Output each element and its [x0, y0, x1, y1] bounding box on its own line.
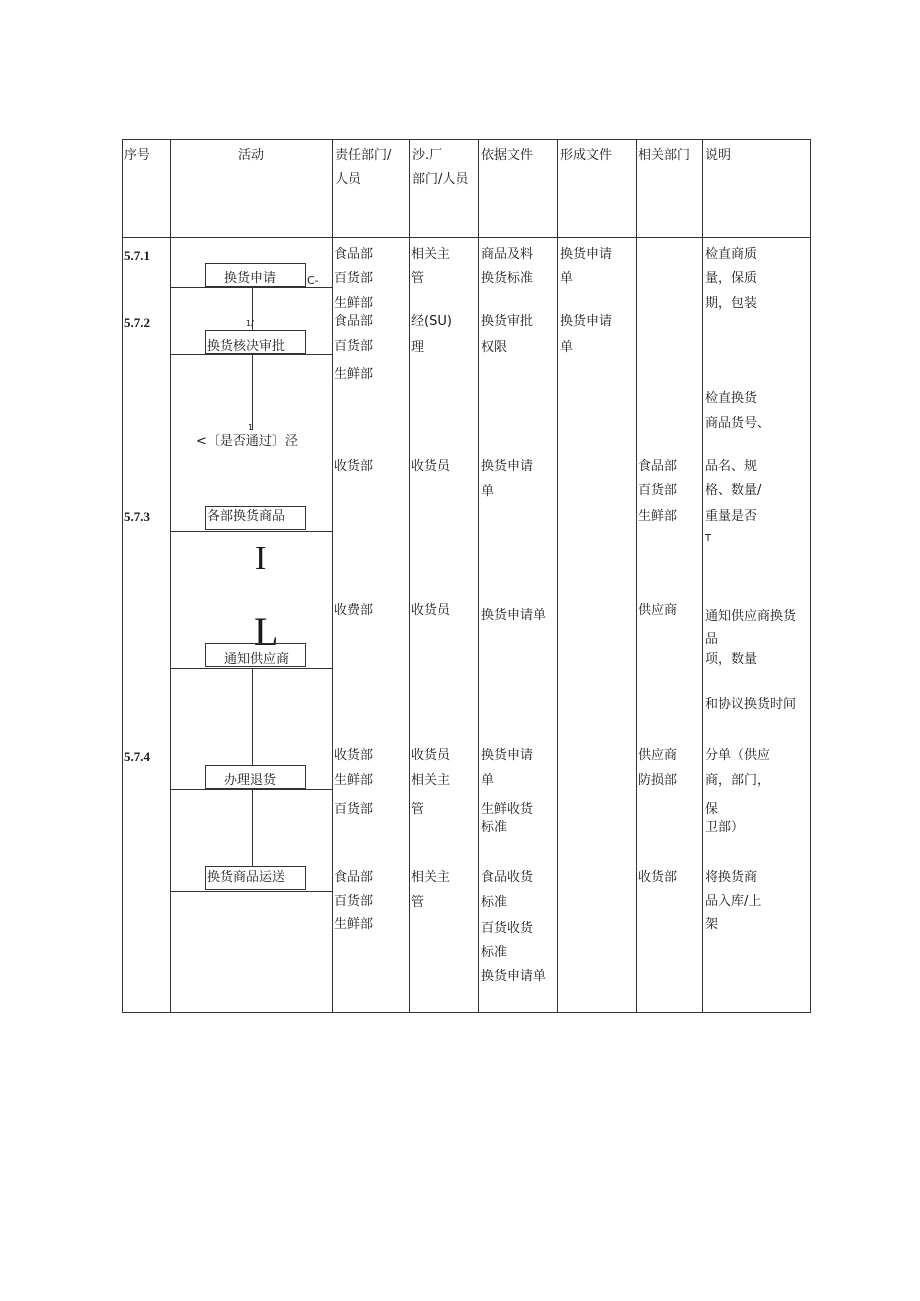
header-resp-line2: 人员: [335, 172, 362, 187]
header-output: 形成文件: [560, 148, 613, 163]
basis-cell-text: 换货审批: [481, 314, 534, 329]
resp-cell-text: 百货部: [334, 271, 374, 286]
flow-glyph-l: L: [254, 609, 279, 654]
output-cell-text: 单: [560, 340, 574, 355]
resp-cell-text: 生鲜部: [334, 917, 374, 932]
coop-cell-text: 管: [411, 802, 425, 817]
header-related: 相关部门: [638, 148, 691, 163]
related-cell-text: 百货部: [638, 483, 678, 498]
resp-cell-text: 食品部: [334, 870, 374, 885]
basis-cell-text: 食品收货: [481, 870, 534, 885]
basis-cell-text: 标准: [481, 945, 508, 960]
header-coop-line2: 部门/人员: [412, 172, 469, 187]
desc-cell-text: 商，部门，: [705, 773, 771, 788]
flow-step-label: 办理退货: [224, 773, 277, 788]
header-seq: 序号: [124, 148, 151, 163]
related-cell-text: 供应商: [638, 603, 678, 618]
seq-number: 5.7.3: [124, 509, 150, 524]
resp-cell-text: 百货部: [334, 802, 374, 817]
flow-step-label: 各部换货商品: [207, 509, 286, 524]
output-cell-text: 换货申请: [560, 314, 613, 329]
related-cell-text: 收货部: [638, 870, 678, 885]
flow-arrow-mark: 1: [248, 423, 254, 432]
seq-number: 5.7.4: [124, 749, 150, 764]
flow-step-label: 换货申请: [224, 271, 277, 286]
basis-cell-text: 换货申请单: [481, 608, 547, 623]
flow-decision: <〔是否通过〕泾: [196, 434, 298, 449]
desc-cell-text: 分单（供应: [705, 748, 771, 763]
desc-cell-text: 项，数量: [705, 652, 758, 667]
resp-cell-text: 生鲜部: [334, 296, 374, 311]
related-cell-text: 食品部: [638, 459, 678, 474]
flow-step-label: 换货核决审批: [207, 339, 286, 354]
resp-cell-text: 百货部: [334, 894, 374, 909]
related-cell-text: 供应商: [638, 748, 678, 763]
header-resp-line1: 责任部门/: [335, 148, 392, 163]
resp-cell-text: 收费部: [334, 603, 374, 618]
desc-cell-text: 将换货商: [705, 870, 758, 885]
basis-cell-text: 换货申请: [481, 748, 534, 763]
basis-cell-text: 换货申请单: [481, 969, 547, 984]
output-cell-text: 单: [560, 271, 574, 286]
desc-cell-text: 期，包装: [705, 296, 758, 311]
desc-cell-text: T: [705, 533, 712, 544]
desc-cell-text: 通知供应商换货: [705, 609, 797, 624]
basis-cell-text: 单: [481, 773, 495, 788]
seq-number: 5.7.1: [124, 248, 150, 263]
coop-cell-text: 经(SU): [411, 314, 452, 329]
basis-cell-text: 生鲜收货: [481, 802, 534, 817]
header-coop-line1: 沙.厂: [412, 148, 443, 163]
coop-cell-text: 收货员: [411, 459, 451, 474]
desc-cell-text: 卫部）: [705, 820, 745, 835]
resp-cell-text: 生鲜部: [334, 367, 374, 382]
resp-cell-text: 食品部: [334, 314, 374, 329]
basis-cell-text: 换货申请: [481, 459, 534, 474]
flow-mark: C-: [307, 274, 319, 287]
seq-number: 5.7.2: [124, 315, 150, 330]
flow-step-label: 通知供应商: [224, 652, 290, 667]
coop-cell-text: 相关主: [411, 870, 451, 885]
basis-cell-text: 商品及料: [481, 247, 534, 262]
coop-cell-text: 收货员: [411, 603, 451, 618]
basis-cell-text: 标准: [481, 895, 508, 910]
desc-cell-text: 格、数量/: [705, 483, 762, 498]
flow-glyph-i: I: [255, 540, 267, 577]
flow-arrow-mark: 1/: [246, 319, 254, 328]
related-cell-text: 生鲜部: [638, 509, 678, 524]
resp-cell-text: 收货部: [334, 459, 374, 474]
related-cell-text: 防损部: [638, 773, 678, 788]
resp-cell-text: 食品部: [334, 247, 374, 262]
desc-cell-text: 检直商质: [705, 247, 758, 262]
desc-cell-text: 架: [705, 917, 719, 932]
coop-cell-text: 管: [411, 271, 425, 286]
desc-cell-text: 重量是否: [705, 509, 758, 524]
coop-cell-text: 相关主: [411, 773, 451, 788]
resp-cell-text: 百货部: [334, 339, 374, 354]
desc-cell-text: 保: [705, 802, 719, 817]
resp-cell-text: 收货部: [334, 748, 374, 763]
desc-cell-text: 品名、规: [705, 459, 758, 474]
coop-cell-text: 管: [411, 895, 425, 910]
desc-cell-text: 商品货号、: [705, 416, 771, 431]
desc-cell-text: 品: [705, 632, 719, 647]
output-cell-text: 换货申请: [560, 247, 613, 262]
basis-cell-text: 百货收货: [481, 921, 534, 936]
desc-cell-text: 检直换货: [705, 391, 758, 406]
basis-cell-text: 单: [481, 484, 495, 499]
header-desc: 说明: [705, 148, 732, 163]
coop-cell-text: 相关主: [411, 247, 451, 262]
desc-cell-text: 和协议换货时间: [705, 697, 797, 712]
coop-cell-text: 收货员: [411, 748, 451, 763]
desc-cell-text: 品入库/上: [705, 894, 762, 909]
header-activity: 活动: [238, 148, 265, 163]
header-basis: 依据文件: [481, 148, 534, 163]
basis-cell-text: 标准: [481, 820, 508, 835]
desc-cell-text: 量，保质: [705, 271, 758, 286]
flow-step-label: 换货商品运送: [207, 870, 286, 885]
basis-cell-text: 权限: [481, 340, 508, 355]
coop-cell-text: 理: [411, 340, 425, 355]
basis-cell-text: 换货标准: [481, 271, 534, 286]
resp-cell-text: 生鲜部: [334, 773, 374, 788]
